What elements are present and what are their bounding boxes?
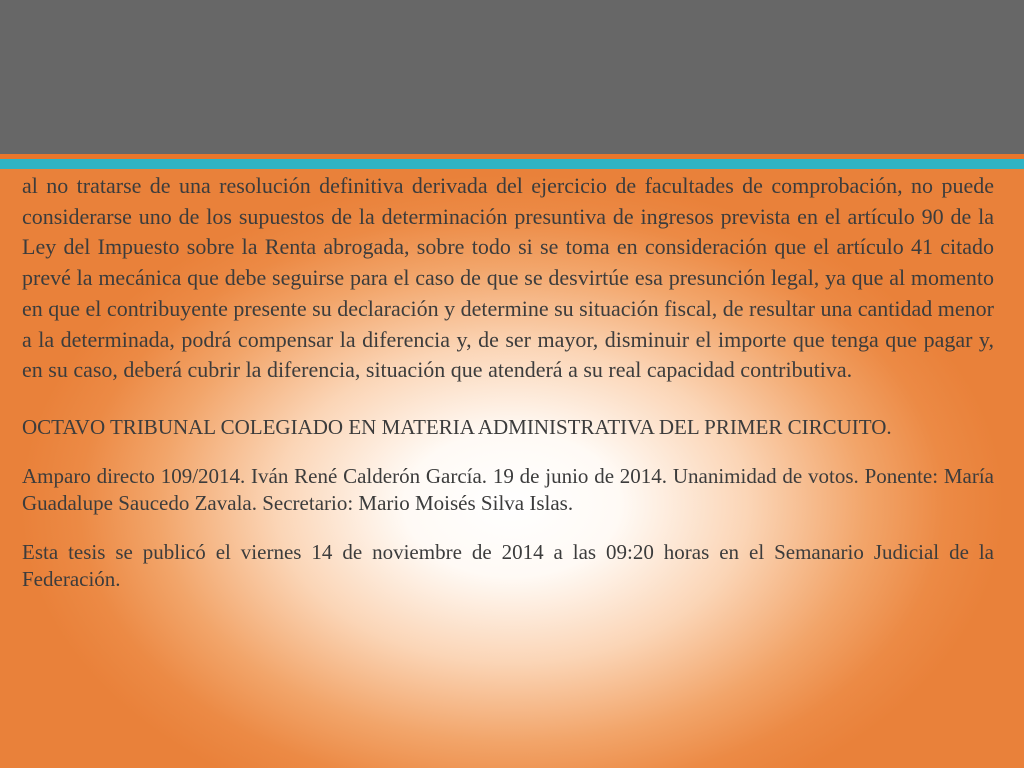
accent-stripe-teal bbox=[0, 159, 1024, 169]
court-name: OCTAVO TRIBUNAL COLEGIADO EN MATERIA ADMINISTRATIVA DEL PRIMER CIRCUITO. bbox=[22, 414, 892, 439]
amparo-citation: Amparo directo 109/2014. Iván René Calderón García. 19 de junio de 2014. Unanimidad de votos. Ponente: María Guadalupe Saucedo Zavala. Secretario: Mario Moisés Silva Islas. bbox=[22, 463, 994, 515]
publication-note: Esta tesis se publicó el viernes 14 de noviembre de 2014 a las 09:20 horas en el Semanario Judicial de la Federación. bbox=[22, 539, 994, 591]
thesis-paragraph: al no tratarse de una resolución definitiva derivada del ejercicio de facultades de comprobación, no puede considerarse uno de los supuestos de la determinación presuntiva de ingresos prevista en el artículo 90 de la Ley del Impuesto sobre la Renta abrogada, sobre todo si se toma en consideración que el artículo 41 citado prevé la mecánica que debe seguirse para el caso de que se desvirtúe esa presunción legal, ya que al momento en que el contribuyente presente su declaración y determine su situación fiscal, de resultar una cantidad menor a la determinada, podrá compensar la diferencia y, de ser mayor, disminuir el importe que tenga que pagar y, en su caso, deberá cubrir la diferencia, situación que atenderá a su real capacidad contributiva. bbox=[22, 173, 994, 383]
header-band bbox=[0, 0, 1024, 154]
slide-content bbox=[22, 171, 994, 615]
